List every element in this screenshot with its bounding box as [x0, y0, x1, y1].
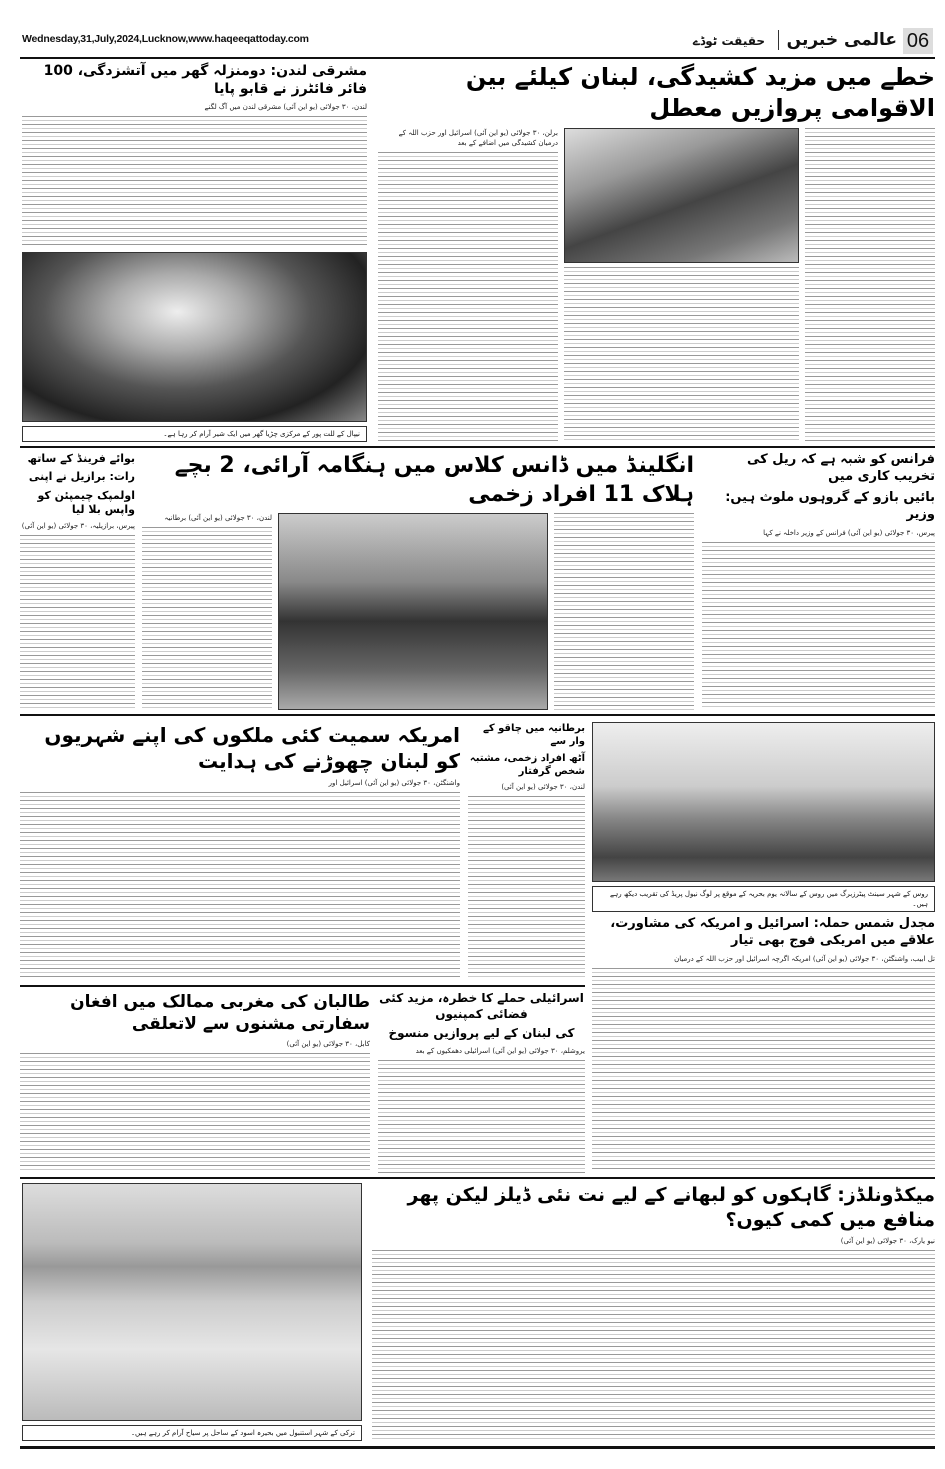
article-body [142, 527, 272, 710]
headline-airlines: اسرائیلی حملے کا خطرہ، مزید کئی فضائی کمپنیوں [379, 991, 584, 1021]
article-lead: برلن، ۳۰ جولائی (یو این آئی) اسرائیل اور حزب اللہ کے درمیان کشیدگی میں اضافے کے بعد [398, 129, 558, 148]
headline-us-citizens: امریکہ سمیت کئی ملکوں کی اپنے شہریوں کو لبنان چھوڑنے کی ہدایت [44, 723, 460, 773]
article-airlines [378, 991, 585, 1173]
tiger-photo [22, 252, 367, 422]
section-title: عالمی خبریں [778, 30, 897, 50]
naval-parade-photo [592, 722, 935, 882]
article-lebanon-flights [378, 62, 935, 442]
headline-brazil: اولمپک چیمپئن کو واپس بلا لیا [37, 488, 135, 516]
divider [20, 446, 935, 448]
headline-taliban: طالبان کی مغربی ممالک میں افغان سفارتی مشنوں سے لاتعلقی [70, 992, 370, 1035]
article-body [592, 968, 935, 1172]
article-body [554, 513, 694, 710]
headline-france-rail: فرانس کو شبہ ہے کہ ریل کی تخریب کاری میں [747, 452, 935, 484]
article-body [20, 1053, 370, 1173]
article-body [22, 116, 367, 248]
article-majdal-shams [592, 722, 935, 1172]
headline-uk-knife-sub: آٹھ افراد زخمی، مشتبہ شخص گرفتار [469, 753, 585, 777]
page-number: 06 [903, 28, 933, 54]
divider [20, 1446, 935, 1449]
article-lead: لندن، ۳۰ جولائی (یو این آئی) مشرقی لندن میں آگ لگنے [204, 103, 367, 112]
beach-photo [22, 1183, 362, 1421]
article-france-rail [702, 452, 935, 710]
article-brazil [20, 452, 135, 710]
article-lead: نیو یارک، ۳۰ جولائی (یو این آئی) [840, 1237, 935, 1246]
police-scene-photo [278, 513, 548, 710]
airport-photo [564, 128, 799, 263]
photo-caption: ترکی کے شہر استنبول میں بحیرہ اسود کے ساحل پر سیاح آرام کر رہے ہیں۔ [22, 1425, 362, 1441]
article-body [20, 535, 135, 710]
article-body [468, 796, 585, 980]
article-body [702, 542, 935, 710]
article-lead: کابل، ۳۰ جولائی (یو این آئی) [286, 1040, 370, 1049]
headline-brazil: بوائے فرینڈ کے ساتھ [27, 452, 135, 465]
article-body [564, 267, 799, 442]
article-body [372, 1250, 935, 1441]
article-lead: پیرس، برازیلیہ، ۳۰ جولائی (یو این آئی) [21, 522, 135, 531]
article-lead: پیرس، ۳۰ جولائی (یو این آئی) فرانس کے وزیر داخلہ نے کہا [763, 528, 935, 537]
brand-logo: حقیقت ٹوڈے [692, 34, 765, 48]
date-line: Wednesday,31,July,2024,Lucknow,www.haqeeqattoday.com [22, 33, 309, 45]
headline-london-fire: مشرقی لندن: دومنزلہ گھر میں آتشزدگی، 100 فائر فائٹرز نے قابو پایا [43, 63, 367, 98]
article-lead: یروشلم، ۳۰ جولائی (یو این آئی) اسرائیلی دھمکیوں کے بعد [415, 1046, 585, 1055]
headline-france-rail-sub: بائیں بازو کے گروہوں ملوث ہیں: وزیر [725, 489, 935, 522]
article-body [378, 1060, 585, 1173]
headline-majdal-shams: مجدل شمس حملہ: اسرائیل و امریکہ کی مشاورت، علاقے میں امریکی فوج بھی تیار [610, 916, 935, 948]
article-dance-class [142, 452, 694, 710]
headline-airlines-sub: کی لبنان کے لیے پروازیں منسوخ [388, 1026, 575, 1041]
headline-mcdonalds: میکڈونلڈز: گاہکوں کو لبھانے کے لیے نت نئی ڈیلز لیکن پھر منافع میں کمی کیوں؟ [407, 1184, 935, 1231]
beach-photo-block [22, 1183, 362, 1441]
photo-caption: نیپال کے للت پور کے مرکزی چڑیا گھر میں ایک شیر آرام کر رہا ہے۔ [22, 426, 367, 442]
article-mcdonalds [372, 1183, 935, 1441]
article-london-fire [22, 62, 367, 442]
article-body [805, 128, 935, 442]
article-uk-knife [468, 722, 585, 980]
article-body [20, 792, 460, 980]
headline-brazil: رات: برازیل نے اپنی [28, 470, 135, 484]
photo-caption: روس کے شہر سینٹ پیٹرزبرگ میں روس کے سالانہ یوم بحریہ کے موقع پر لوگ نیول پریڈ کی تقریب دیکھ رہے ہیں۔ [592, 886, 935, 912]
article-taliban [20, 991, 370, 1173]
headline-dance-class: انگلینڈ میں ڈانس کلاس میں ہنگامہ آرائی، 2 بچے ہلاک 11 افراد زخمی [174, 453, 694, 507]
article-lead: لندن، ۳۰ جولائی (یو این آئی) [501, 783, 585, 791]
article-body [378, 152, 558, 442]
article-lead: تل ابیب، واشنگٹن، ۳۰ جولائی (یو این آئی) امریکہ اگرچہ اسرائیل اور حزب اللہ کے درمیان [674, 954, 935, 963]
article-us-citizens [20, 722, 460, 980]
divider [20, 1177, 935, 1179]
headline-lebanon-flights: خطے میں مزید کشیدگی، لبنان کیلئے بین الاقوامی پروازیں معطل [465, 63, 935, 123]
headline-uk-knife: برطانیہ میں چاقو کے وار سے [482, 723, 585, 747]
article-lead: لندن، ۳۰ جولائی (یو این آئی) برطانیہ [164, 514, 272, 523]
divider [20, 57, 935, 59]
divider [20, 714, 935, 716]
divider [20, 985, 585, 987]
article-lead: واشنگٹن، ۳۰ جولائی (یو این آئی) اسرائیل اور [328, 779, 460, 787]
